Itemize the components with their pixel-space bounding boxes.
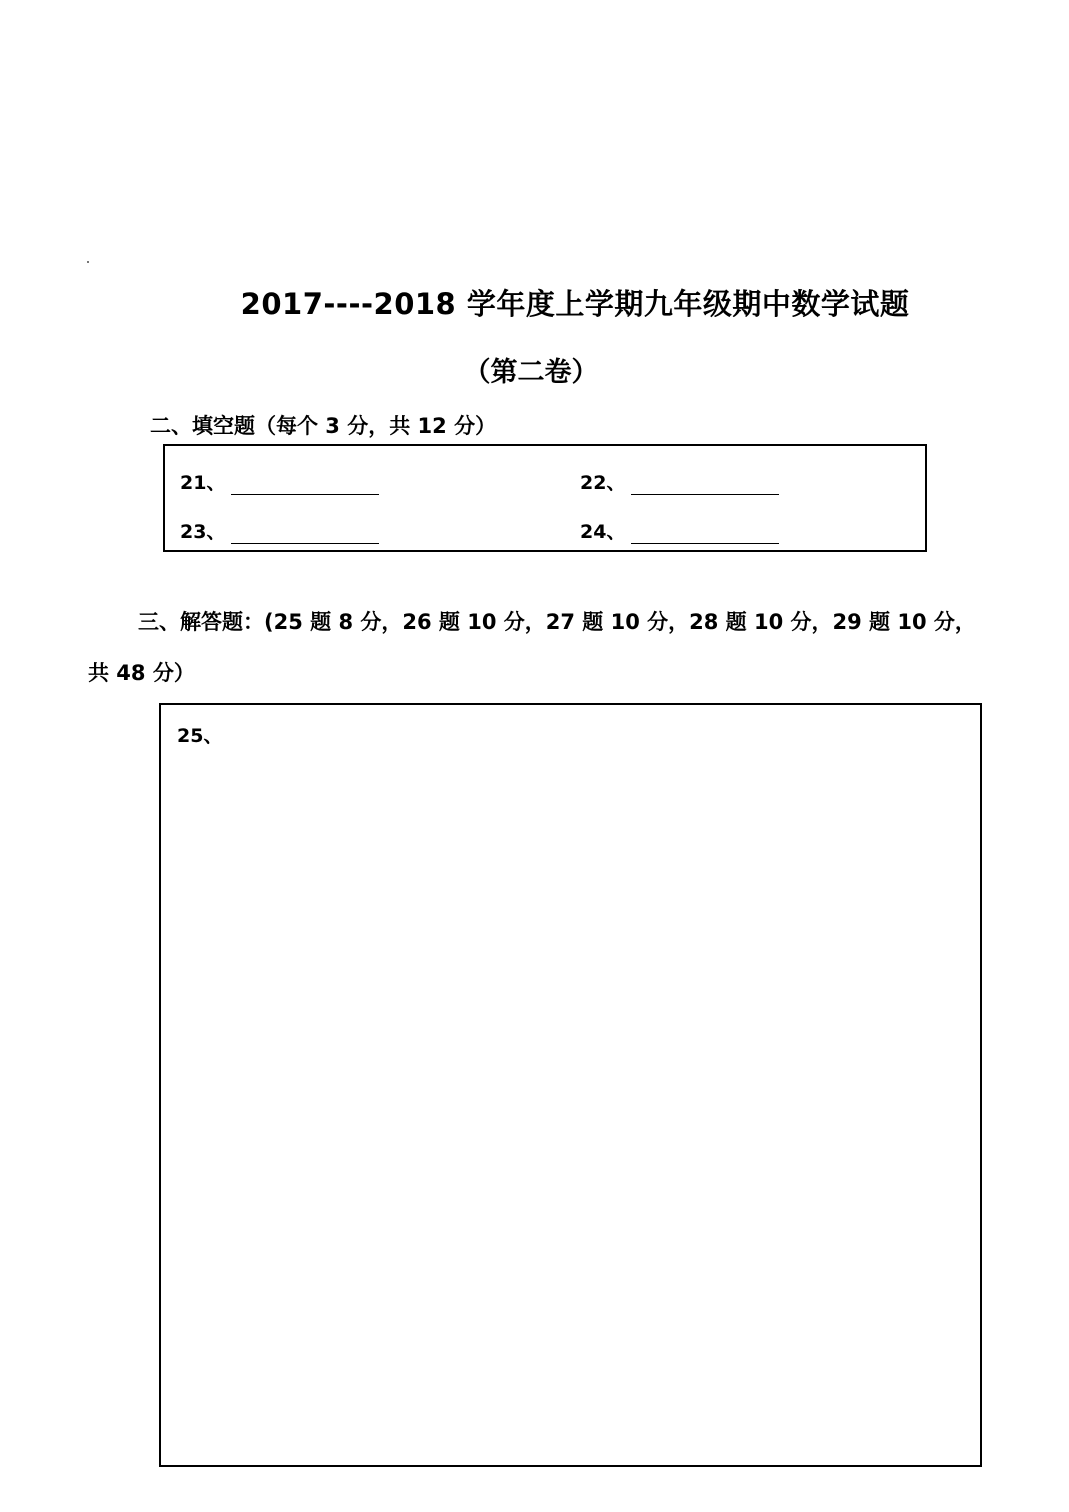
question-number: 21、 [180,472,226,494]
question-number: 22、 [580,472,626,494]
fill-item-21 [180,468,379,495]
fill-item-22 [580,468,779,495]
answer-blank[interactable] [231,521,379,544]
question-number: 25、 [177,725,223,747]
fill-in-section-heading: 二、填空题（每个 3 分，共 12 分） [150,414,497,438]
fill-in-answer-box [163,444,927,552]
question-number: 23、 [180,521,226,543]
page-subtitle: （第二卷） [463,357,599,388]
answer-blank[interactable] [631,472,779,495]
scan-speck [87,261,89,263]
fill-item-23 [180,517,379,544]
answer-blank[interactable] [231,472,379,495]
answer-box-25[interactable] [159,703,982,1467]
question-number: 24、 [580,521,626,543]
answer-blank[interactable] [631,521,779,544]
answer-section-heading-continued: 共 48 分） [88,661,195,685]
answer-section-heading: 三、解答题：(25 题 8 分，26 题 10 分，27 题 10 分，28 题 10 分，29 题 10 分， [138,610,976,634]
fill-item-24 [580,517,779,544]
page-title: 2017----2018 学年度上学期九年级期中数学试题 [240,287,910,321]
